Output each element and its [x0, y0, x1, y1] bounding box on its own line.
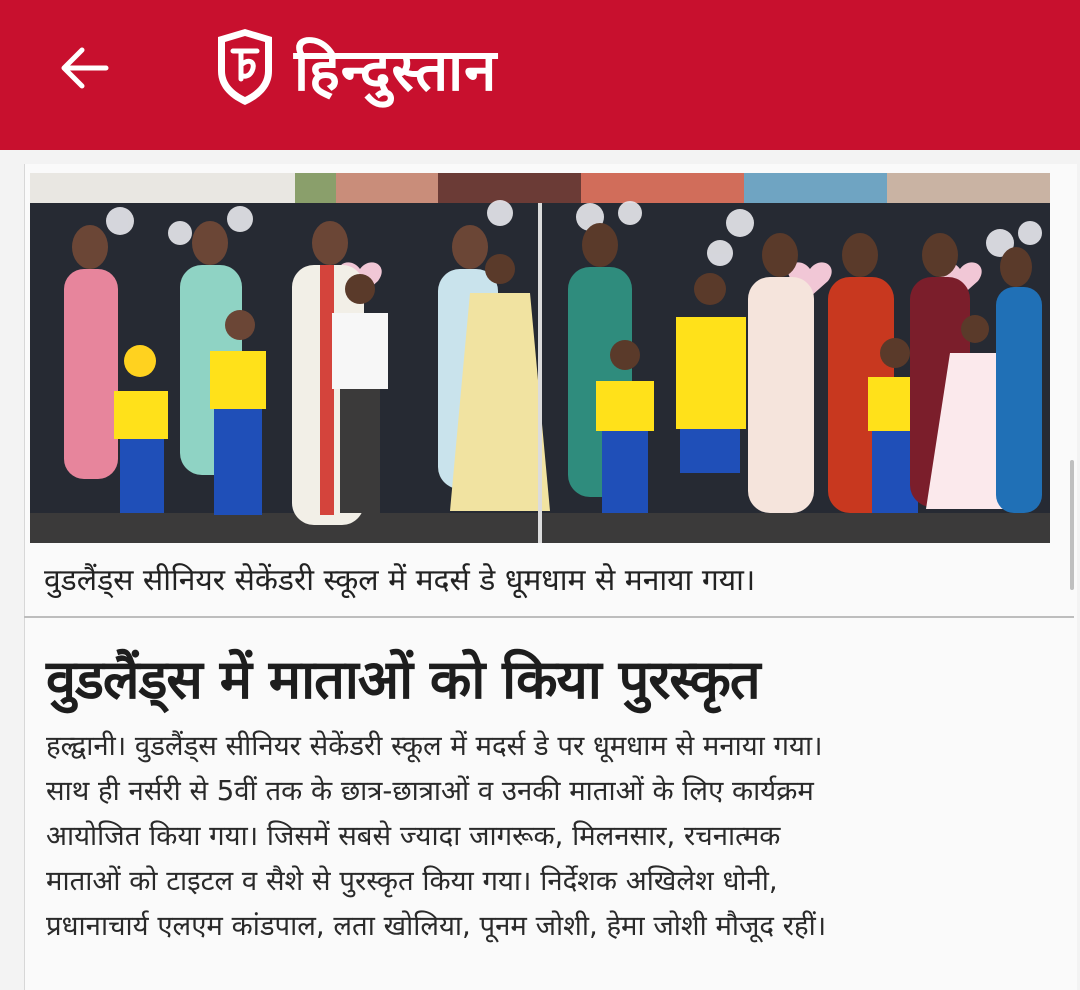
article-photo — [30, 173, 1050, 543]
shield-logo-icon — [214, 27, 276, 107]
caption-divider — [24, 616, 1074, 618]
brand-name: हिन्दुस्तान — [294, 35, 498, 104]
photo-caption: वुडलैंड्स सीनियर सेकेंडरी स्कूल में मदर्स डे धूमधाम से मनाया गया। — [44, 563, 756, 598]
scrollbar[interactable] — [1070, 460, 1074, 590]
body-line: प्रधानाचार्य एलएम कांडपाल, लता खोलिया, पूनम जोशी, हेमा जोशी मौजूद रहीं। — [46, 910, 827, 942]
arrow-left-icon — [58, 46, 110, 90]
brand-logo[interactable] — [214, 26, 497, 108]
photo-divider — [538, 203, 542, 543]
app-header — [0, 0, 1080, 150]
body-line: माताओं को टाइटल व सैशे से पुरस्कृत किया गया। निर्देशक अखिलेश धोनी, — [46, 865, 778, 897]
article-headline: वुडलैंड्स में माताओं को किया पुरस्कृत — [46, 648, 760, 711]
back-button[interactable] — [54, 38, 114, 98]
body-line: आयोजित किया गया। जिसमें सबसे ज्यादा जागरूक, मिलनसार, रचनात्मक — [46, 820, 781, 852]
body-line: हल्द्वानी। वुडलैंड्स सीनियर सेकेंडरी स्कूल में मदर्स डे पर धूमधाम से मनाया गया। — [46, 730, 823, 762]
body-line: साथ ही नर्सरी से 5वीं तक के छात्र-छात्राओं व उनकी माताओं के लिए कार्यक्रम — [46, 775, 814, 807]
article-body — [46, 724, 1056, 949]
